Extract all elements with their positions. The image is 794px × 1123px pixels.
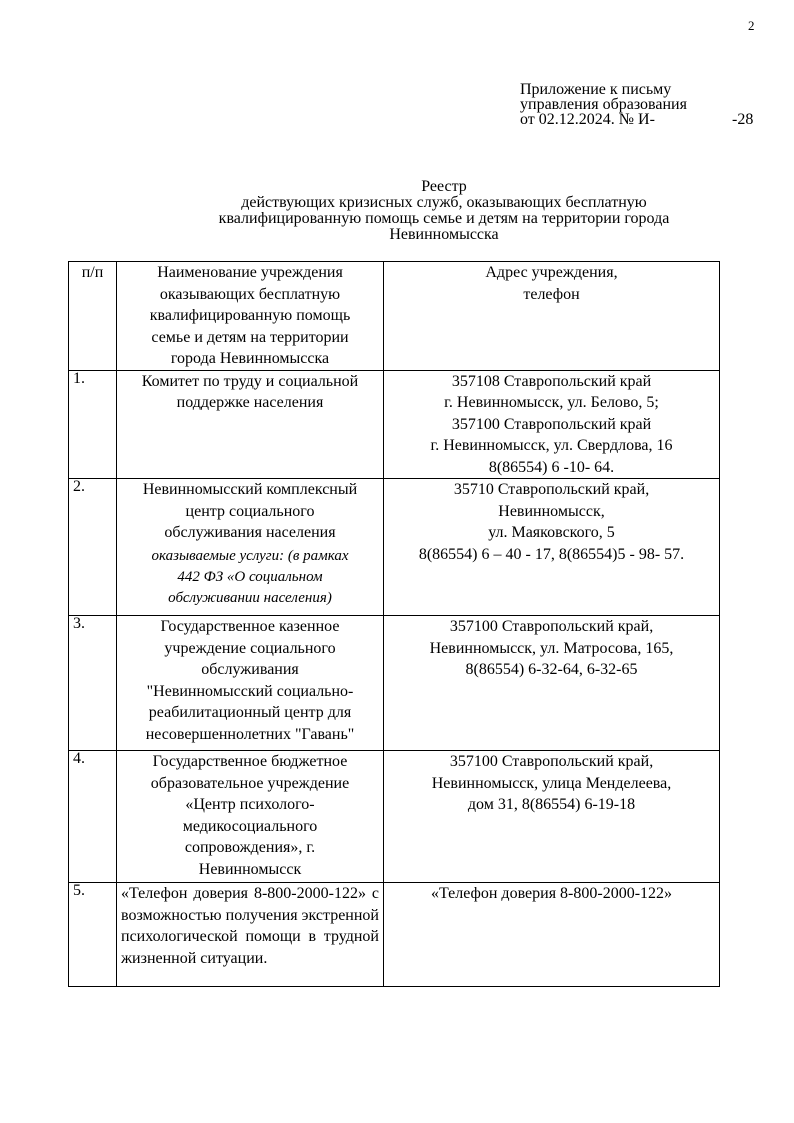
header-name xyxy=(117,262,384,371)
header-name-line: оказывающих бесплатную xyxy=(159,285,341,303)
row-number: 1. xyxy=(69,370,117,479)
header-address-line: Адрес учреждения, xyxy=(485,264,618,281)
address-line: Невинномысск, ул. Матросова, 165, xyxy=(429,639,674,657)
institution-name xyxy=(117,479,384,616)
attachment-line: управления образования xyxy=(520,96,687,113)
institution-address xyxy=(384,616,720,751)
address-line: 8(86554) 6 -10- 64. xyxy=(488,458,615,476)
address-line: 357100 Ставропольский край, xyxy=(449,618,654,635)
attachment-line: Приложение к письму xyxy=(520,81,672,98)
address-line: ул. Маяковского, 5 xyxy=(488,524,615,541)
header-name-line: семье и детям на территории xyxy=(151,328,349,346)
table-row xyxy=(69,479,720,616)
address-line: 357100 Ставропольский край, xyxy=(449,753,654,770)
address-line: 357108 Ставропольский край xyxy=(451,372,652,390)
registry-table xyxy=(68,261,720,987)
institution-name xyxy=(117,370,384,479)
title-line: действующих кризисных служб, оказывающих бесплатную xyxy=(241,194,647,211)
row-number: 2. xyxy=(69,479,117,616)
address-line: Невинномысск, xyxy=(498,502,605,520)
institution-address xyxy=(384,370,720,479)
name-line: обслуживания xyxy=(201,661,299,678)
row-number: 3. xyxy=(69,616,117,751)
services-line: обслуживании населения) xyxy=(168,589,332,606)
name-line: Невинномысск xyxy=(198,860,302,878)
institution-address xyxy=(384,479,720,616)
title-line: квалифицированную помощь семье и детям на территории города xyxy=(218,210,670,227)
institution-address xyxy=(384,751,720,883)
institution-name xyxy=(117,751,384,883)
address-line: 35710 Ставропольский край, xyxy=(453,481,650,498)
title-line: Невинномысска xyxy=(389,226,499,243)
name-line: учреждение социального xyxy=(164,639,336,657)
name-line: несовершеннолетних "Гавань" xyxy=(145,725,355,743)
institution-name xyxy=(117,616,384,751)
attachment-line xyxy=(520,112,760,127)
table-header-row xyxy=(69,262,720,371)
address-line: «Телефон доверия 8-800-2000-122» xyxy=(430,885,673,902)
institution-address xyxy=(384,883,720,987)
title-line: Реестр xyxy=(421,178,467,195)
table-row xyxy=(69,883,720,987)
name-line: "Невинномысский социально- xyxy=(146,682,354,700)
institution-name: «Телефон доверия 8-800-2000-122» с возможностью получения экстренной психологической помощи в трудной жизненной ситуации. xyxy=(117,883,384,987)
header-address xyxy=(384,262,720,371)
table-row xyxy=(69,616,720,751)
name-line: Невинномысский комплексный xyxy=(142,481,358,498)
name-line: поддержке населения xyxy=(176,394,324,411)
header-name-line: квалифицированную помощь xyxy=(149,307,351,324)
address-line: Невинномысск, улица Менделеева, xyxy=(431,774,672,792)
row-number: 4. xyxy=(69,751,117,883)
name-line: центр социального xyxy=(185,502,315,520)
header-num: п/п xyxy=(69,262,117,371)
letter-number-suffix: -28 xyxy=(732,111,754,128)
name-line: медикосоциального xyxy=(182,817,318,835)
name-line: сопровождения», г. xyxy=(184,839,316,856)
header-address-line: телефон xyxy=(523,285,580,303)
name-line: «Центр психолого- xyxy=(185,796,315,813)
address-line: дом 31, 8(86554) 6-19-18 xyxy=(467,796,636,813)
name-line: Комитет по труду и социальной xyxy=(141,372,359,390)
attachment-note xyxy=(520,82,760,127)
name-line: обслуживания населения xyxy=(164,524,336,541)
name-line: реабилитационный центр для xyxy=(148,704,352,721)
address-line: г. Невинномысск, ул. Свердлова, 16 xyxy=(430,437,673,454)
name-line: образовательное учреждение xyxy=(150,774,350,792)
address-line: 8(86554) 6 – 40 - 17, 8(86554)5 - 98- 57. xyxy=(418,545,685,563)
name-line: Государственное бюджетное xyxy=(152,753,348,770)
address-line: 8(86554) 6-32-64, 6-32-65 xyxy=(465,661,638,678)
services-note xyxy=(121,546,379,609)
letter-date-number: от 02.12.2024. № И- xyxy=(520,111,655,128)
table-row xyxy=(69,370,720,479)
table-row xyxy=(69,751,720,883)
page-number: 2 xyxy=(748,18,755,33)
header-name-line: Наименование учреждения xyxy=(157,264,343,281)
row-number: 5. xyxy=(69,883,117,987)
services-line: 442 ФЗ «О социальном xyxy=(177,568,323,585)
address-line: г. Невинномысск, ул. Белово, 5; xyxy=(444,394,659,411)
document-title xyxy=(170,179,718,243)
services-line: оказываемые услуги: (в рамках xyxy=(151,547,349,564)
name-line: Государственное казенное xyxy=(160,618,340,635)
header-name-line: города Невинномысска xyxy=(170,350,330,367)
address-line: 357100 Ставропольский край xyxy=(451,415,652,433)
